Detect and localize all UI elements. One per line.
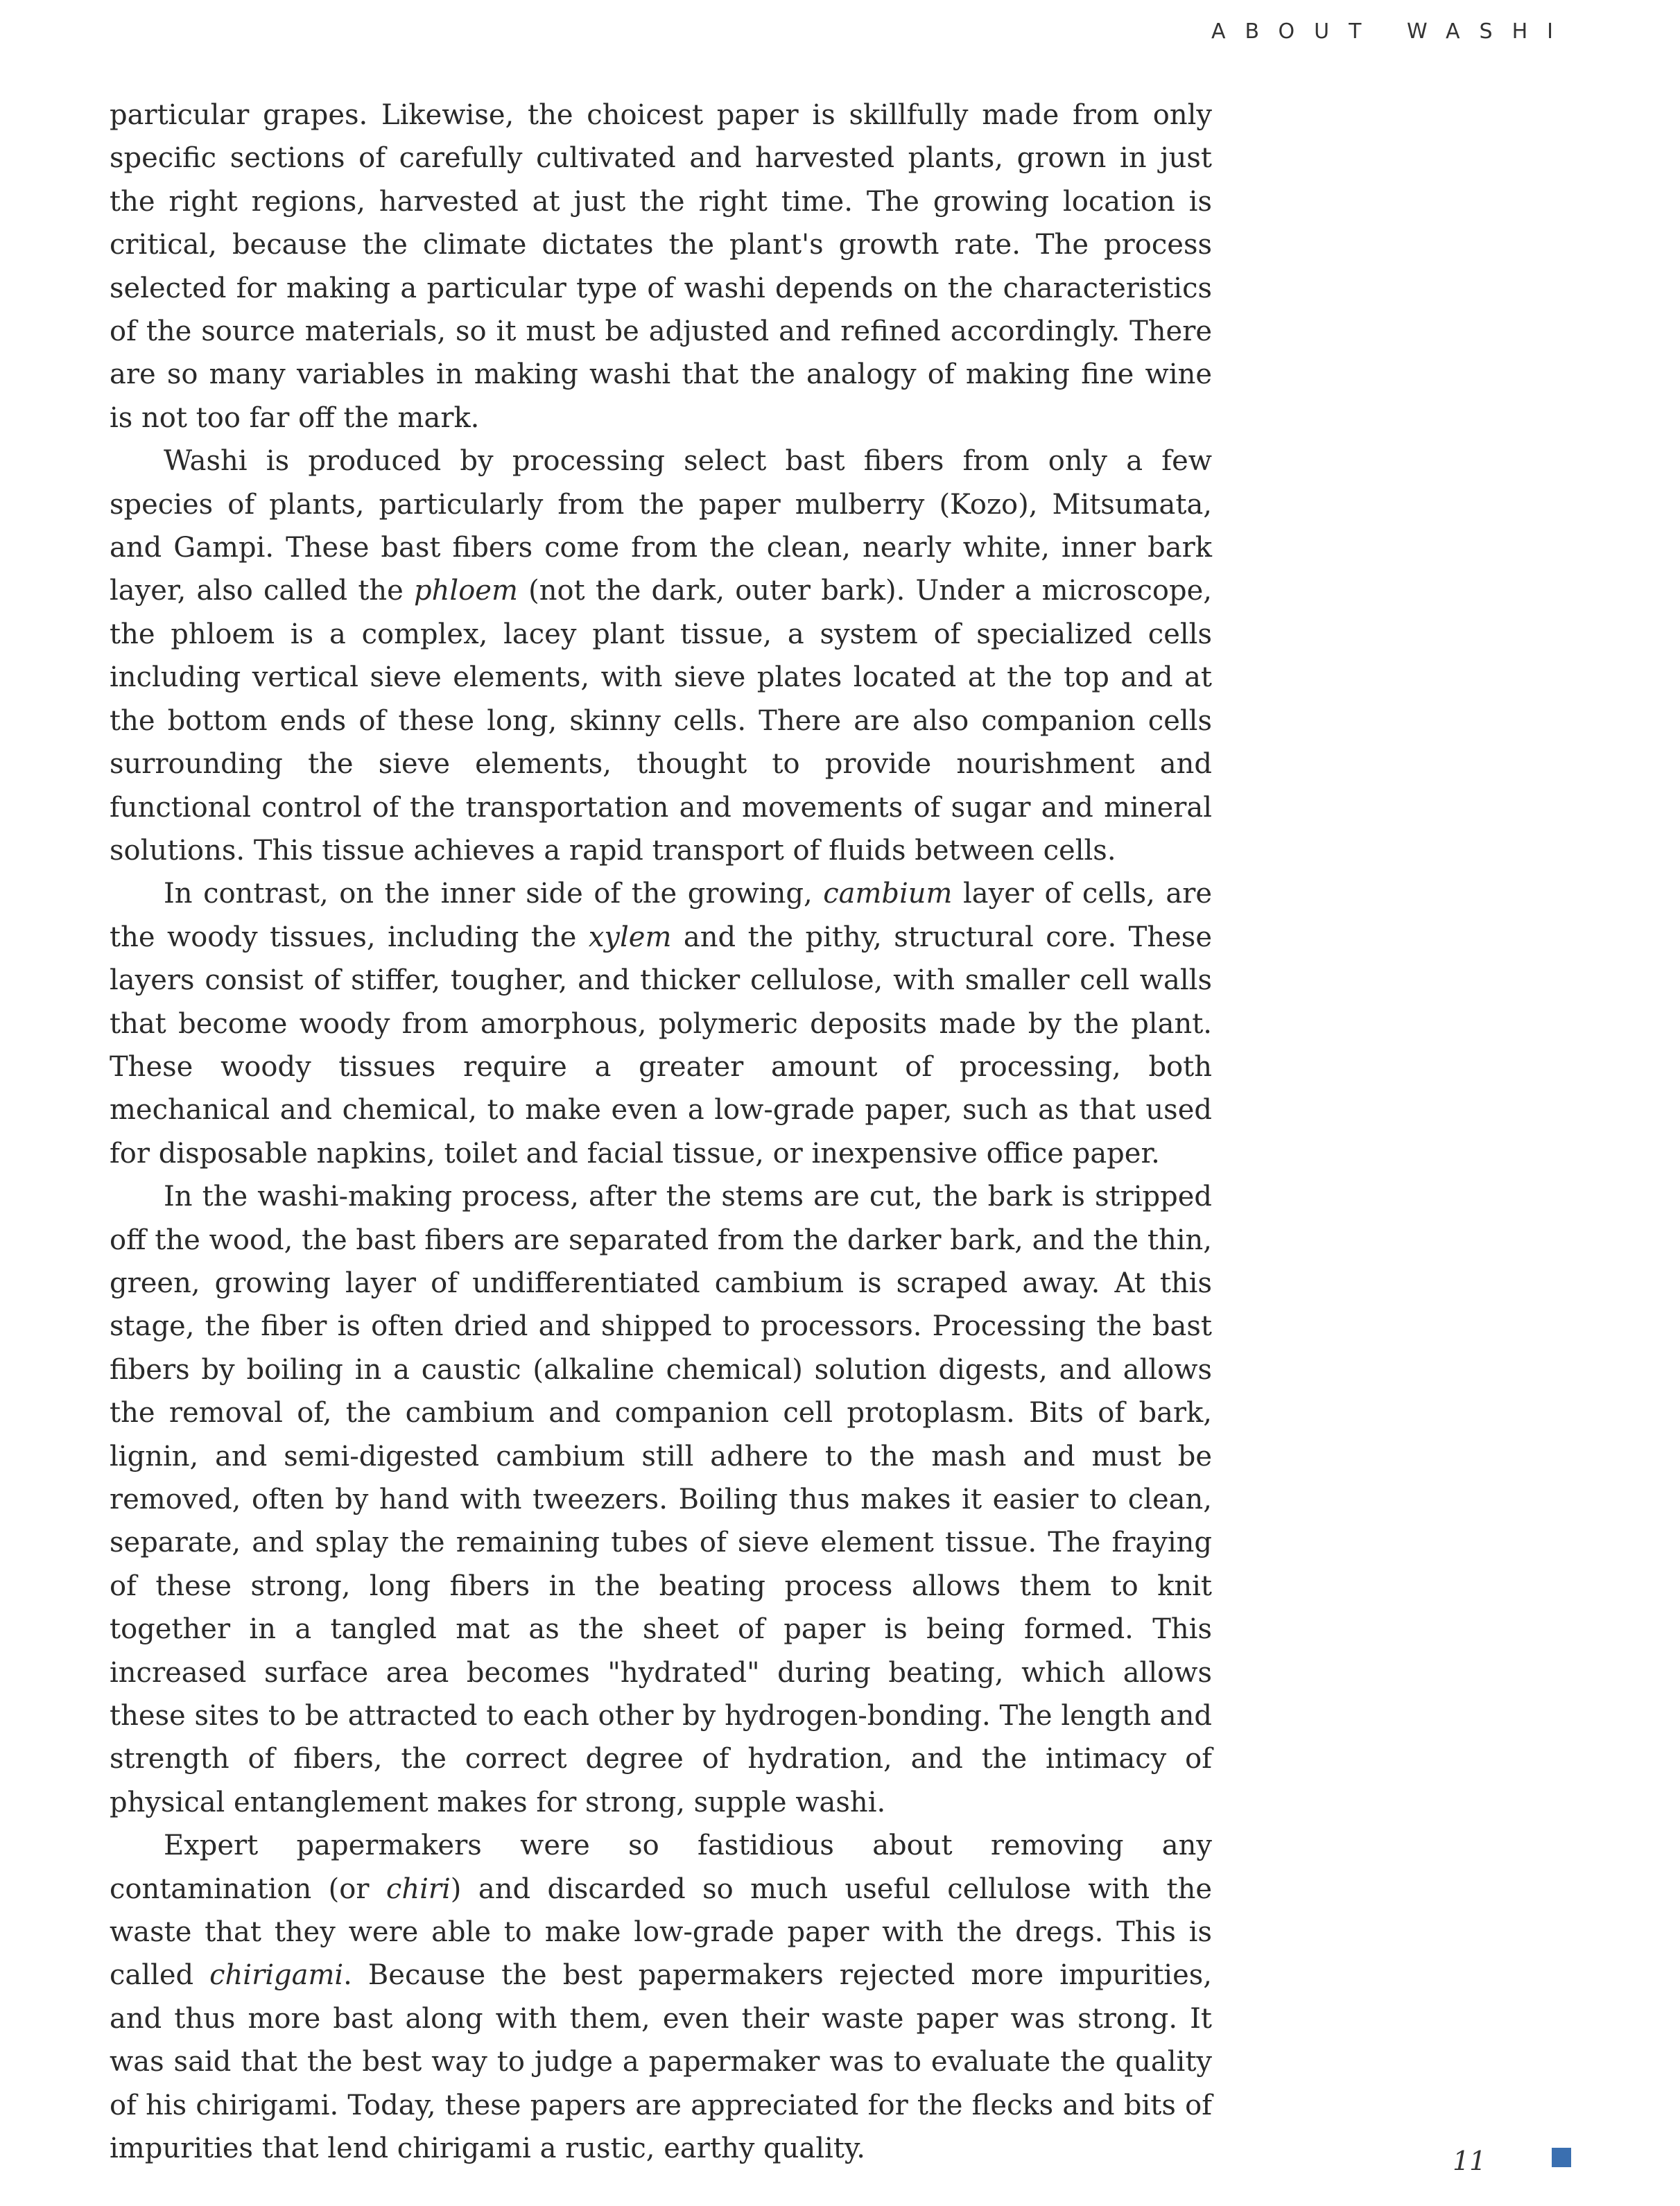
italic-term: xylem (588, 921, 672, 953)
text-run: and the pithy, structural core. These layers consist of stiffer, tougher, and thicker cellulose, with smaller cell walls that become woody from amorphous, polymeric deposits made by the plant. These woody tissues require a greater amount of processing, both mechanical and chemical, to make even a low-grade paper, such as that used for disposable napkins, toilet and facial tissue, or inexpensive office paper. (110, 921, 1212, 1170)
text-run: Washi is produced by processing select bast fibers from only a few species of plants, particularly from the paper mulberry (Kozo), Mitsumata, and Gampi. These bast fibers come from the clean, nearly white, inner bark layer, also called the (110, 445, 1212, 607)
text-run: . Because the best papermakers rejected more impurities, and thus more bast along with them, even their waste paper was strong. It was said that the best way to judge a papermaker was to evaluate the quality of his chirigami. Today, these papers are appreciated for the flecks and bits of impurities that lend chirigami a rustic, earthy quality. (110, 1959, 1213, 2165)
text-run: particular grapes. Likewise, the choicest paper is skillfully made from only specific sections of carefully cultivated and harvested plants, grown in just the right regions, harvested at just the right time. The growing location is critical, because the climate dictates the plant's growth rate. The process selected for making a particular type of washi depends on the characteristics of the source materials, so it must be adjusted and refined accordingly. There are so many variables in making washi that the analogy of making fine wine is not too far off the mark. (110, 99, 1212, 434)
text-run: In contrast, on the inner side of the growing, (164, 878, 824, 910)
paragraph (110, 872, 1212, 1175)
paragraph (110, 94, 1212, 440)
paragraph (110, 1175, 1212, 1824)
paragraph (110, 1824, 1212, 2170)
italic-term: chiri (386, 1873, 451, 1905)
page-number: 11 (1453, 2146, 1487, 2176)
italic-term: phloem (414, 575, 518, 607)
text-run: (not the dark, outer bark). Under a microscope, the phloem is a complex, lacey plant tissue, a system of specialized cells including vertical sieve elements, with sieve plates located at the top and at the bottom ends of these long, skinny cells. There are also companion cells surrounding the sieve elements, thought to provide nourishment and functional control of the transportation and movements of sugar and mineral solutions. This tissue achieves a rapid transport of fluids between cells. (110, 575, 1212, 867)
text-run: ) and discarded so much useful cellulose with the waste that they were able to make low-grade paper with the dregs. This is called (110, 1873, 1213, 1992)
italic-term: cambium (823, 878, 953, 910)
text-run: In the washi-making process, after the stems are cut, the bark is stripped off the wood, the bast fibers are separated from the darker bark, and the thin, green, growing layer of undifferentiated cambium is scraped away. At this stage, the fiber is often dried and shipped to processors. Processing the bast fibers by boiling in a caustic (alkaline chemical) solution digests, and allows the removal of, the cambium and companion cell protoplasm. Bits of bark, lignin, and semi-digested cambium still adhere to the mash and must be removed, often by hand with tweezers. Boiling thus makes it easier to clean, separate, and splay the remaining tubes of sieve element tissue. The fraying of these strong, long fibers in the beating process allows them to knit together in a tangled mat as the sheet of paper is being formed. This increased surface area becomes "hydrated" during beating, which allows these sites to be attracted to each other by hydrogen-bonding. The length and strength of fibers, the correct degree of hydration, and the intimacy of physical entanglement makes for strong, supple washi. (110, 1181, 1212, 1818)
running-head: ABOUT WASHI (1211, 19, 1573, 44)
italic-term: chirigami (209, 1959, 344, 1992)
text-run: Expert papermakers were so fastidious about removing any contamination (or (110, 1830, 1212, 1905)
square-marker-icon (1552, 2148, 1571, 2167)
paragraph (110, 440, 1212, 872)
body-text (110, 94, 1212, 2171)
text-run: layer of cells, are the woody tissues, including the (110, 878, 1212, 953)
